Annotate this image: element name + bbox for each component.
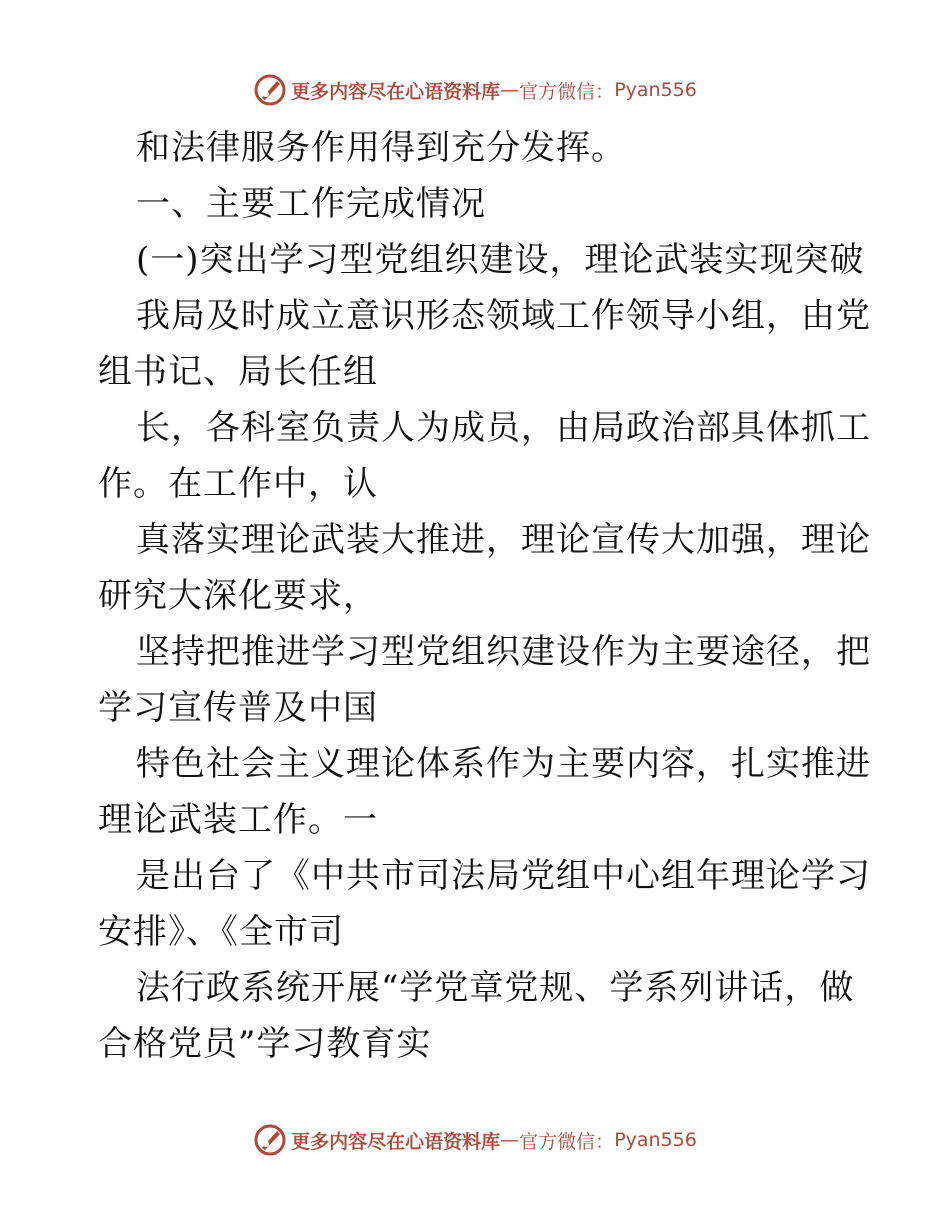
document-body xyxy=(98,120,871,1072)
text-line: 合格党员”学习教育实 xyxy=(98,1024,432,1064)
watermark-wechat-id: Pyan556 xyxy=(614,79,697,101)
text-line: 一、主要工作完成情况 xyxy=(136,184,486,224)
text-line: 学习宣传普及中国 xyxy=(98,688,378,728)
quill-logo-icon xyxy=(253,73,287,107)
watermark-sub-text: 官方微信： xyxy=(519,1130,615,1153)
text-line: 法行政系统开展“学党章党规、学系列讲话，做 xyxy=(136,968,855,1008)
text-line: 是出台了《中共市司法局党组中心组年理论学习 xyxy=(136,856,871,896)
watermark-main-text: 更多内容尽在心语资料库 xyxy=(291,1130,501,1153)
text-line: 组书记、局长任组 xyxy=(98,352,378,392)
watermark-wechat-id: Pyan556 xyxy=(614,1129,697,1151)
text-line: 坚持把推进学习型党组织建设作为主要途径，把 xyxy=(136,632,871,672)
text-line: 特色社会主义理论体系作为主要内容，扎实推进 xyxy=(136,744,871,784)
text-line: 真落实理论武装大推进，理论宣传大加强，理论 xyxy=(136,520,871,560)
quill-logo-icon xyxy=(253,1123,287,1157)
watermark-dash: — xyxy=(500,1129,520,1151)
watermark-sub-text: 官方微信： xyxy=(519,80,615,103)
watermark-dash: — xyxy=(500,79,520,101)
text-line: 长，各科室负责人为成员，由局政治部具体抓工 xyxy=(136,408,871,448)
text-line: 作。在工作中，认 xyxy=(98,464,378,504)
header-watermark xyxy=(0,70,950,110)
footer-watermark xyxy=(0,1120,950,1160)
text-line: 和法律服务作用得到充分发挥。 xyxy=(136,128,626,168)
text-line: 安排》、《全市司 xyxy=(98,912,344,952)
watermark-main-text: 更多内容尽在心语资料库 xyxy=(291,80,501,103)
text-line: 理论武装工作。一 xyxy=(98,800,378,840)
text-line: (一)突出学习型党组织建设，理论武装实现突破 xyxy=(136,240,865,280)
text-line: 我局及时成立意识形态领域工作领导小组，由党 xyxy=(136,296,871,336)
text-line: 研究大深化要求， xyxy=(98,576,378,616)
